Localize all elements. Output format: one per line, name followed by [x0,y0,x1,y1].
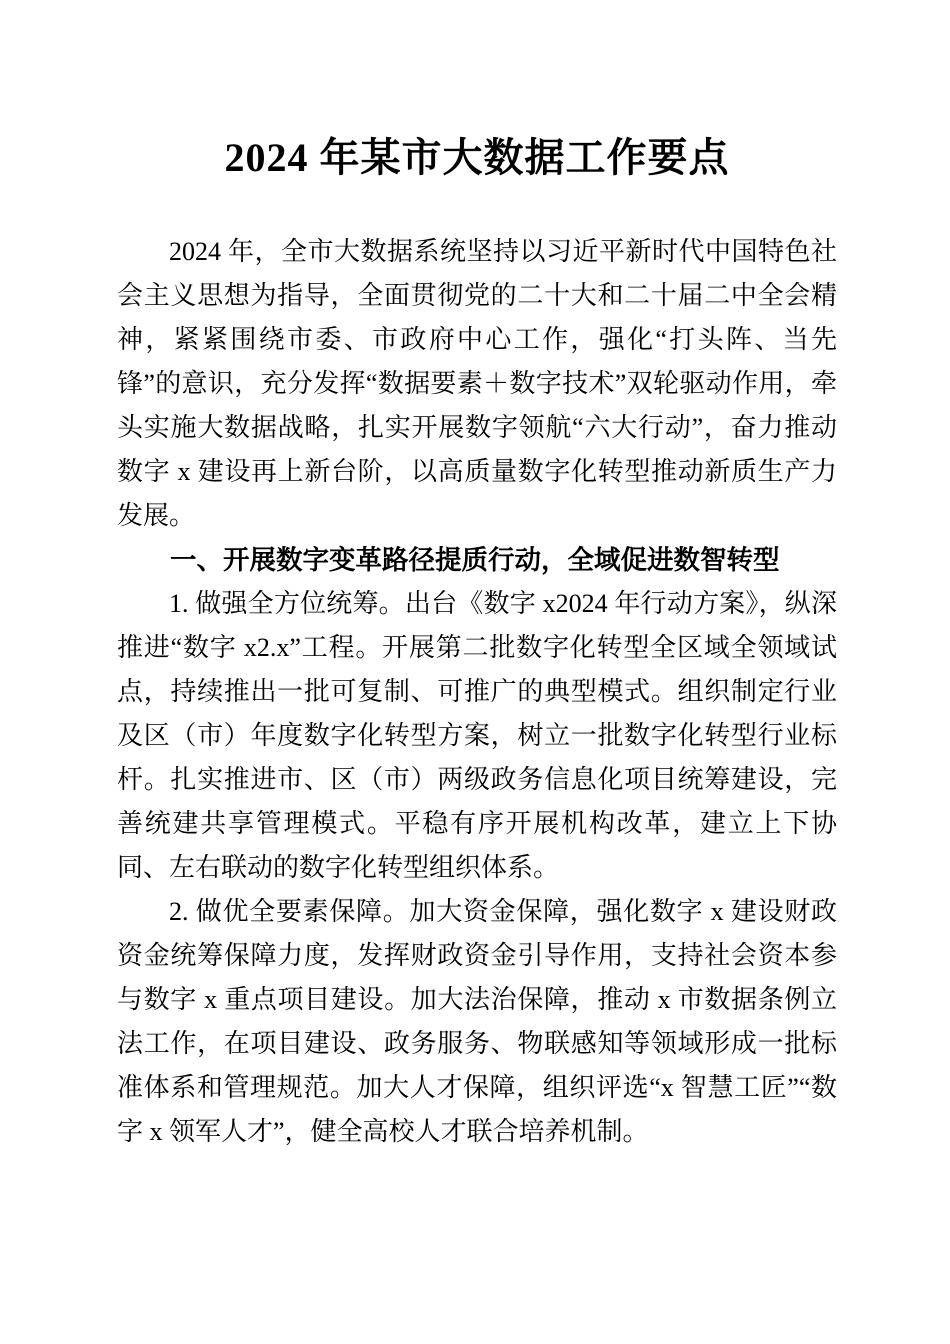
section-1-paragraph-2: 2. 做优全要素保障。加大资金保障，强化数字 x 建设财政资金统筹保障力度，发挥财政资金引导作用，支持社会资本参与数字 x 重点项目建设。加大法治保障，推动 x 市数据条例立法工作，在项目建设、政务服务、物联感知等领域形成一批标准体系和管理规范。加大人才保障，组织评选“x 智慧工匠”“数字 x 领军人才”，健全高校人才联合培养机制。 [117,897,837,1146]
intro-paragraph: 2024 年，全市大数据系统坚持以习近平新时代中国特色社会主义思想为指导，全面贯彻党的二十大和二十届二中全会精神，紧紧围绕市委、市政府中心工作，强化“打头阵、当先锋”的意识，充分发挥“数据要素＋数字技术”双轮驱动作用，牵头实施大数据战略，扎实开展数字领航“六大行动”，奋力推动数字 x 建设再上新台阶，以高质量数字化转型推动新质生产力发展。 [117,237,837,530]
section-1-paragraph-1: 1. 做强全方位统筹。出台《数字 x2024 年行动方案》，纵深推进“数字 x2.x”工程。开展第二批数字化转型全区域全领域试点，持续推出一批可复制、可推广的典型模式。组织制定行业及区（市）年度数字化转型方案，树立一批数字化转型行业标杆。扎实推进市、区（市）两级政务信息化项目统筹建设，完善统建共享管理模式。平稳有序开展机构改革，建立上下协同、左右联动的数字化转型组织体系。 [117,589,837,882]
section-heading-1: 一、开展数字变革路径提质行动，全域促进数智转型 [170,545,780,575]
document-title: 2024 年某市大数据工作要点 [224,135,730,180]
